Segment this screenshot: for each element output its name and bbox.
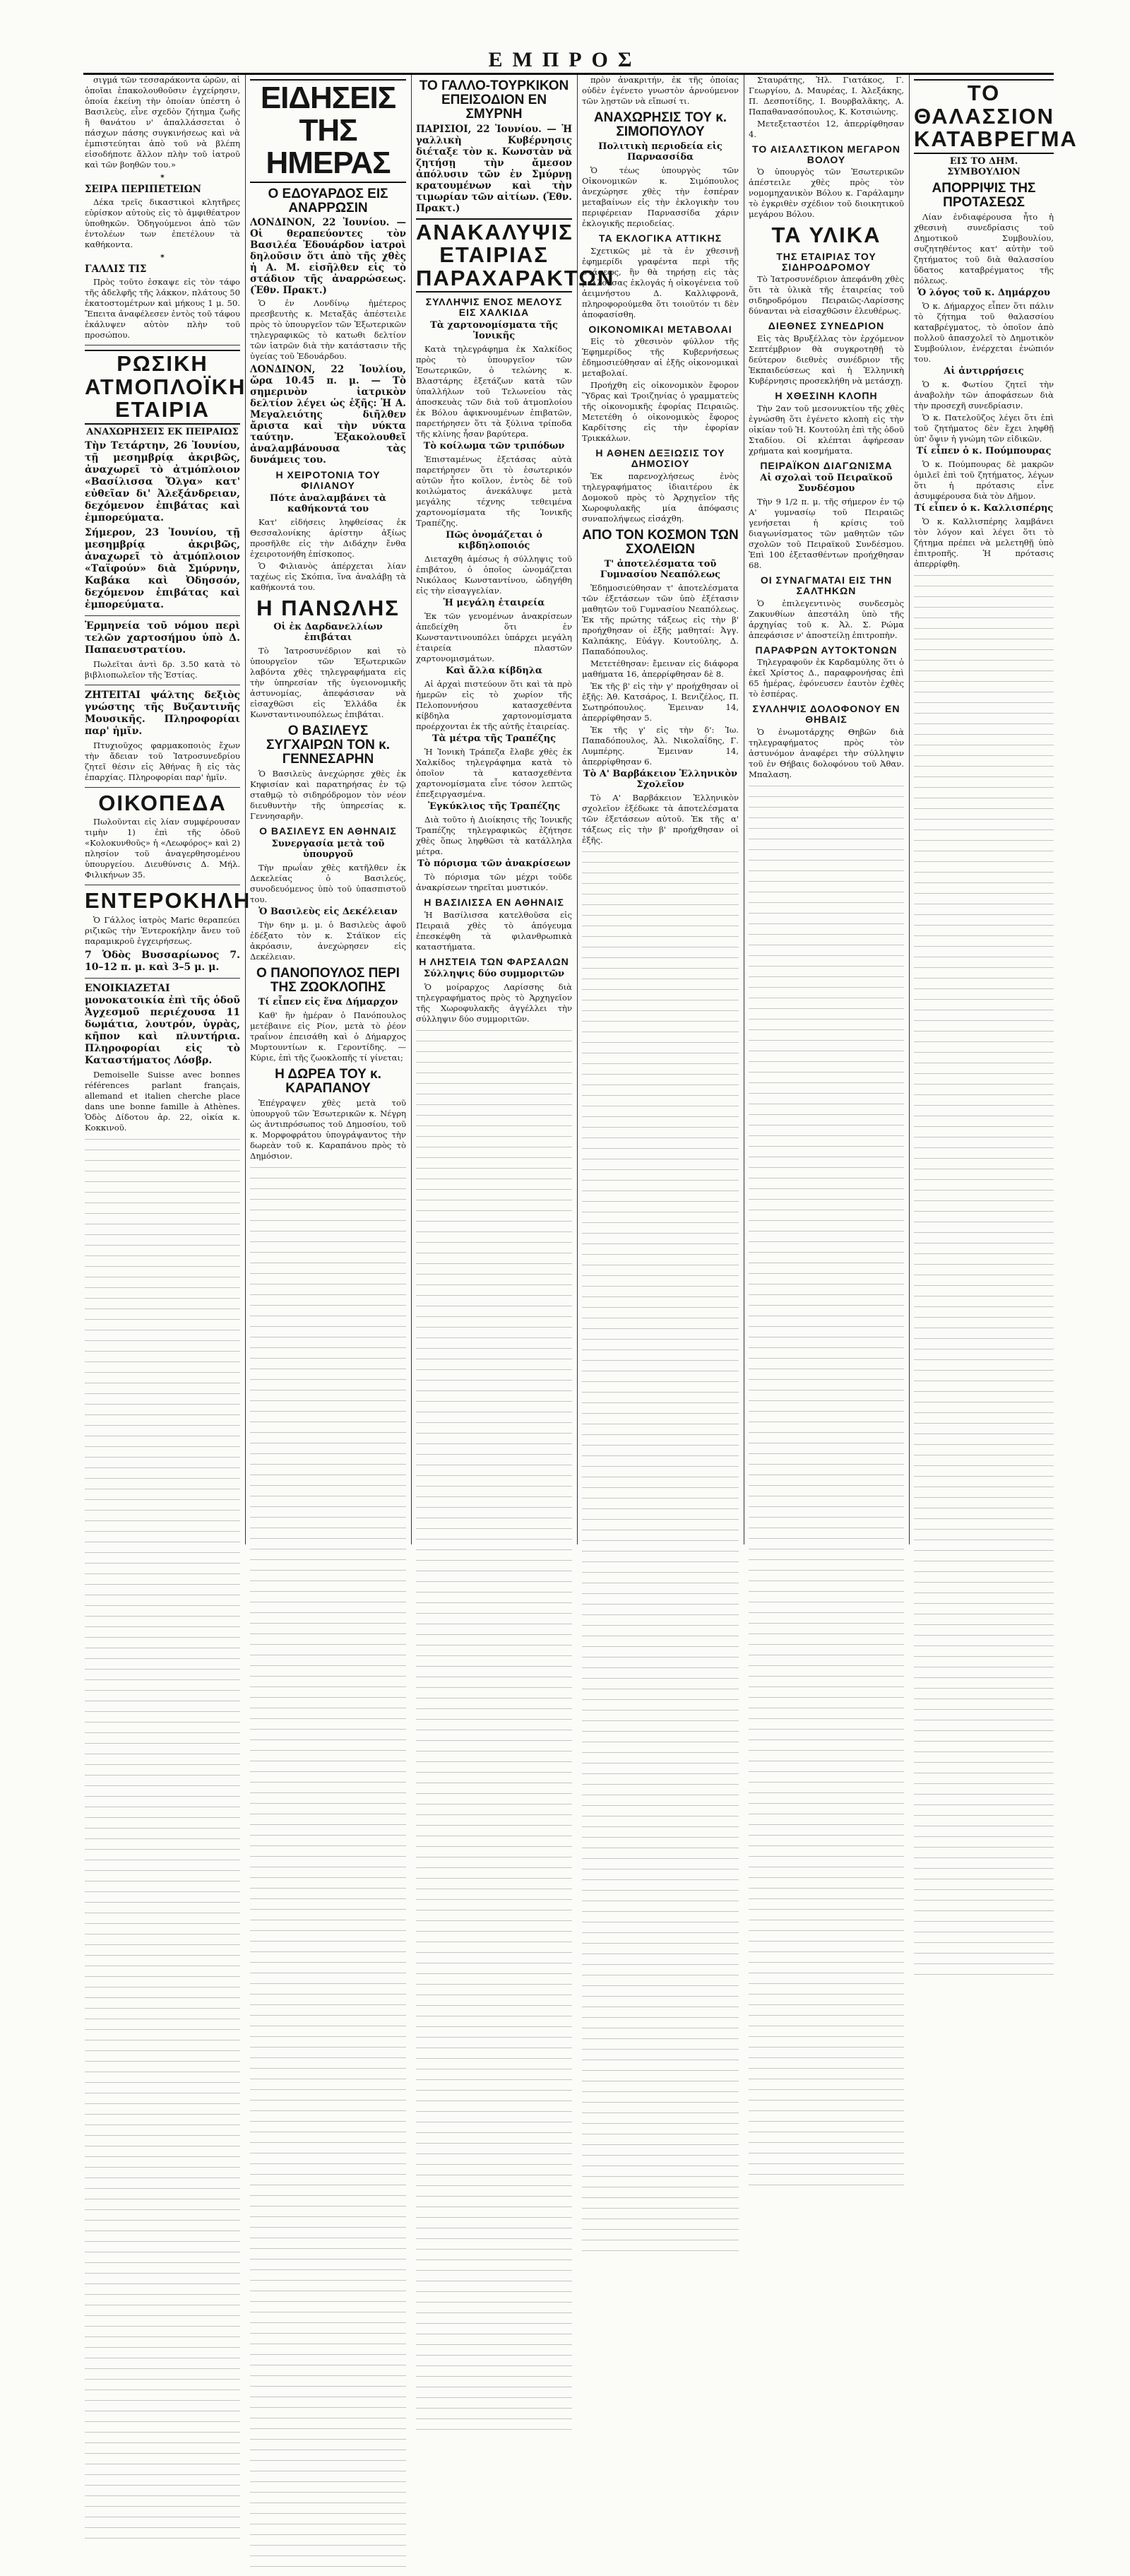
subheadline: Σύλληψις δύο συμμοριτῶν <box>423 969 565 980</box>
section-rule <box>85 787 240 788</box>
article-text: Ὁ κ. Πούμπουρας δὲ μακρῶν ὁμιλεῖ ἐπὶ τοῦ ζητήματος, λέγων ὅτι ἡ πρότασις εἶνε ἀσυμφέρουσα διὰ τὸν Δῆμον. <box>914 459 1054 501</box>
article-text: Ὁ Γάλλος ἰατρὸς Maric θεραπεύει ριζικῶς τὴν Ἐντεροκήλην ἄνευ τοῦ παραμικροῦ ἐγχειρήσεως. <box>85 914 240 946</box>
subheadline: Συνεργασία μετὰ τοῦ ὑπουργοῦ <box>271 838 385 860</box>
subheadline: Ὁ Βασιλεὺς εἰς Δεκέλειαν <box>258 906 398 917</box>
dense-print-filler <box>582 847 739 2260</box>
article-text: σιγμά τῶν τεσσαράκοντα ὡρῶν, αἱ ὁποῖαι ἐπακολουθοῦσιν ἐγχείρησιν, ὁποία ἐκείνη τὴν ὁποίαν ὑπέστη ὁ Βασιλεὺς, εἶνε σχεδὸν ζήτημα ζωῆς ἢ θανάτου ν' ἀπαλλάσσεται ὁ πάσχων πάσης συγκινήσεως καὶ νὰ ἐμπιστεύηται ἀπὸ τοῦ νὰ βλέπη εἰσοδήποτε ἄλλον πλὴν τοῦ ἰατροῦ καὶ τῶν βοηθῶν του.» <box>85 75 240 170</box>
ad-text: Τὴν Τετάρτην, 26 Ἰουνίου, τῇ μεσημβρίᾳ ἀκριβῶς, ἀναχωρεῖ τὸ ἀτμόπλοιον «Βασίλισσα Ὄλγα» κατ' εὐθεῖαν δι' Ἀλεξάνδρειαν, δεχόμενον ἐπιβάτας καὶ ἐμπορεύματα. <box>85 439 240 524</box>
ad-text: Σήμερον, 23 Ἰουνίου, τῇ μεσημβρίᾳ ἀκριβῶς, ἀναχωρεῖ τὸ ἀτμόπλοιον «Ταϊφούν» διὰ Σμύρνην, Καβάκα καὶ Ὀδησσόν, δεχόμενον ἐπιβάτας καὶ ἐμπορεύματα. <box>85 526 240 610</box>
masthead <box>0 0 1130 71</box>
article-text: Προήχθη εἰς οἰκονομικὸν ἔφορον Ὕδρας καὶ Τροιζηνίας ὁ γραμματεὺς τῆς οἰκονομικῆς ἐφορίας Πειραιῶς. Μετετέθη ὁ οἰκονομικὸς ἔφορος Καρδίτσης εἰς τὴν ἐφορίαν Τρικκάλων. <box>582 380 739 444</box>
newspaper-title: ΕΜΠΡΟΣ <box>488 48 642 71</box>
ad-text: Ἑρμηνεία τοῦ νόμου περὶ τελῶν χαρτοσήμου ὑπὸ Δ. Παπαευστρατίου. <box>85 620 240 656</box>
headline: ΑΝΑΚΑΛΥΨΙΣ ΕΤΑΙΡΙΑΣ ΠΑΡΑΧΑΡΑΚΤΩΝ <box>416 218 572 293</box>
column-divider <box>411 75 412 1544</box>
headline: ΔΙΕΘΝΕΣ ΣΥΝΕΔΡΙΟΝ <box>768 320 885 332</box>
article-text: Ἡ Ἰονικὴ Τράπεζα ἔλαβε χθὲς ἐκ Χαλκίδος τηλεγράφημα κατὰ τὸ ὁποῖον τὰ κατασχεθέντα χαρτονομίσματα εἶνε τόσον λεπτῶς ἐπεξειργασμένα. <box>416 746 572 799</box>
subheadline: Πῶς ὀνομάζεται ὁ κιβδηλοποιός <box>446 529 542 551</box>
subheadline: Τὰ μέτρα τῆς Τραπέζης <box>432 733 556 744</box>
article-text: Ὁ μοίραρχος Λαρίσσης διὰ τηλεγραφήματος πρὸς τὸ Ἀρχηγεῖον τῆς Χωροφυλακῆς ἀγγέλλει τὴν σύλληψιν δύο συμμοριτῶν. <box>416 982 572 1024</box>
headline: ΟΙΚΟΝΟΜΙΚΑΙ ΜΕΤΑΒΟΛΑΙ <box>588 323 732 335</box>
headline: ΡΩΣΙΚΗ ΑΤΜΟΠΛΟΪΚΗ ΕΤΑΙΡΙΑ <box>85 350 240 425</box>
column-6 <box>911 75 1078 1544</box>
subheadline: Τί εἶπεν ὁ κ. Καλλισπέρης <box>914 502 1054 514</box>
headline: ΑΠΟΡΡΙΨΙΣ ΤΗΣ ΠΡΟΤΑΣΕΩΣ <box>932 180 1036 210</box>
article-text: Ὁ Βασιλεὺς ἀνεχώρησε χθὲς ἐκ Κηφισίαν καὶ παρατηρήσας ἐν τῷ σταθμῷ τὸ σιδηρόδρομον τὸν νέον διευθυντὴν τῆς ὑπηρεσίας κ. Γεννησαρῆν. <box>250 769 406 822</box>
dense-print-filler <box>85 1135 240 2548</box>
article-text: Ὁ Φιλιανὸς ἀπέρχεται λίαν ταχέως εἰς Σκόπια, ἵνα ἀναλάβῃ τὰ καθήκοντά του. <box>250 560 406 592</box>
article-text: Ἐπέγραψεν χθὲς μετὰ τοῦ ὑπουργοῦ τῶν Ἐσωτερικῶν κ. Νέγρη ὡς ἀντιπρόσωπος τοῦ Δημοσίου, τοῦ κ. Μορφοφράτου ὑπογράψαντος τὴν δωρεὰν τοῦ κ. Καραπάνου πρὸς τὸ Δημόσιον. <box>250 1097 406 1161</box>
column-4 <box>579 75 742 1544</box>
headline: ΟΙ ΣΥΝΑΓΜΑΤΑΙ ΕΙΣ ΤΗΝ ΣΑΛΤΗΚΩΝ <box>760 574 893 597</box>
article-text: Ἐκ παρενοχλήσεως ἑνὸς τηλεγραφήματος ἰδιαιτέρου ἐκ Δομοκοῦ πρὸς τὸ Ἀρχηγεῖον τῆς Χωροφυλακῆς μία ἀπόφασις συναπολήψεως εἰσάχθη. <box>582 471 739 524</box>
subheadline: ΕΙΣ ΤΟ ΔΗΜ. ΣΥΜΒΟΥΛΙΟΝ <box>947 155 1021 177</box>
headline: ΤΟ ΑΙΣΑΛΣΤΙΚΟΝ ΜΕΓΑΡΟΝ ΒΟΛΟΥ <box>752 143 900 165</box>
headline: Η ΛΗΣΤΕΙΑ ΤΩΝ ΦΑΡΣΑΛΩΝ <box>419 955 569 967</box>
article-text: Καθ' ἣν ἡμέραν ὁ Πανόπουλος μετέβαινε εἰς Ρίον, μετὰ τὸ ῥέον τραΐνον ἐπεισάθη καὶ ὁ Δήμαρχος Μυρτουντίων κ. Γεροντίδης. — Κύριε, ἐπὶ τῆς ζωοκλοπῆς τί γίνεται; <box>250 1010 406 1063</box>
headline: ΠΕΙΡΑΪΚΟΝ ΔΙΑΓΩΝΙΣΜΑ <box>760 459 893 471</box>
article-text: Ὁ τέως ὑπουργὸς τῶν Οἰκονομικῶν κ. Σιμόπουλος ἀνεχώρησε χθὲς τὴν ἑσπέραν μεταβαίνων εἰς τὴν ἐκλογικὴν του περιφέρειαν Παρνασσίδα χάριν ἐκλογικῆς περιοδείας. <box>582 165 739 228</box>
headline: ΠΑΡΑΦΡΩΝ ΑΥΤΟΚΤΟΝΩΝ <box>755 644 898 656</box>
separator-glyph: ✶ <box>159 173 166 181</box>
dense-print-filler <box>914 571 1054 1984</box>
separator-glyph: ✶ <box>159 253 166 261</box>
telegram-lead: ΓΑΛΛΙΣ ΤΙΣ <box>85 264 147 275</box>
headline: ΤΟ ΓΑΛΛΟ-ΤΟΥΡΚΙΚΟΝ ΕΠΕΙΣΟΔΙΟΝ ΕΝ ΣΜΥΡΝΗ <box>419 78 569 122</box>
ad-text: ΕΝΟΙΚΙΑΖΕΤΑΙ μονοκατοικία ἐπὶ τῆς ὁδοῦ Ἀγχεσμοῦ περιέχουσα 11 δωμάτια, λουτρόν, ὑγρὰς, κῆπον καὶ πλυντήρια. Πληροφορίαι εἰς τὸ Καταστήματος Λόσβρ. <box>85 982 240 1066</box>
article-text: Ἐκ τῆς γ' εἰς τὴν δ': Ἰω. Παπαδόπουλος, Ἀλ. Νικολαΐδης, Γ. Λυμπέρης. Ἐμειναν 14, ἀπερρίφθησαν 6. <box>582 724 739 767</box>
subheadline: Πολιτικὴ περιοδεία εἰς Παρνασσίδα <box>598 141 722 163</box>
headline: Η ΧΘΕΣΙΝΗ ΚΛΟΠΗ <box>775 389 878 401</box>
article-text: Ἐκ τῆς β' εἰς τὴν γ' προήχθησαν οἱ ἑξῆς: Ἀθ. Κατσάρος, Ι. Βενιζέλος, Π. Σωτηρόπουλος. Ἐμειναν 14, ἀπερρίφθησαν 5. <box>582 680 739 723</box>
headline: Ο ΕΔΟΥΑΡΔΟΣ ΕΙΣ ΑΝΑΡΡΩΣΙΝ <box>268 186 388 215</box>
headline: Η ΑΘΗΕΝ ΔΕΞΙΩΣΙΣ ΤΟΥ ΔΗΜΟΣΙΟΥ <box>595 447 725 469</box>
article-text: Τὴν 9 1/2 π. μ. τῆς σήμερον ἐν τῷ Α' γυμνασίῳ τοῦ Πειραιῶς γενήσεται ἡ κρίσις τοῦ διαγωνίσματος τῶν μαθητῶν τῶν σχολῶν τοῦ Πειραϊκοῦ Συνδέσμου. Ἐπὶ 100 ἐξετασθέντων προήχθησαν 68. <box>749 497 904 571</box>
article-text: Αἱ ἀρχαὶ πιστεύουν ὅτι καὶ τὰ πρὸ ἡμερῶν εἰς τὸ χωρίον τῆς Πελοποννήσου κατασχεθέντα κίβδηλα χαρτονομίσματα προέρχονται ἐκ τῆς αὐτῆς ἑταιρείας. <box>416 678 572 731</box>
ad-text: ΖΗΤΕΙΤΑΙ ψάλτης δεξιὸς γνώστης τῆς Βυζαντινῆς Μουσικῆς. Πληροφορίαι παρ' ἡμῖν. <box>85 689 240 737</box>
article-text: Τὸ Ἰατροσυνέδριον ἀπεφάνθη χθὲς ὅτι τὰ ὑλικὰ τῆς ἑταιρείας τοῦ σιδηροδρόμου Πειραιῶς-Λαρίσσης δύνανται νὰ εἰσαχθῶσιν ἐλευθέρως. <box>749 274 904 317</box>
subheadline: Τί εἶπεν ὁ κ. Πούμπουρας <box>916 445 1052 456</box>
headline: ΤΑ ΥΛΙΚΑ <box>771 223 881 248</box>
subheadline: Καὶ ἄλλα κίβδηλα <box>446 665 542 676</box>
article-text: Λίαν ἐνδιαφέρουσα ἦτο ἡ χθεσινὴ συνεδρίασις τοῦ Δημοτικοῦ Συμβουλίου, συζητηθέντος κατ' αὐτὴν τοῦ ζητήματος τοῦ διὰ θαλασσίου ὕδατος καταβρέγματος τῆς πόλεως. <box>914 211 1054 285</box>
article-text: Τὸ Ἰατροσυνέδριον καὶ τὸ ὑπουργεῖον τῶν Ἐξωτερικῶν λαβόντα χθὲς τηλεγραφήματα εἰς τὴν ὑπηρεσίαν τῆς ὑγειονομικῆς ἀστυνομίας, ἀπεφάσισαν νὰ εἰσαχθῶσι εἰς Ἑλλάδα ἐκ Κωνσταντινουπόλεως ἐπιβάται. <box>250 646 406 720</box>
subheadline: Αἱ σχολαὶ τοῦ Πειραϊκοῦ Συνδέσμου <box>760 473 893 495</box>
telegram-lead: ΠΑΡΙΣΙΟΙ, 22 Ἰουνίου. — Ἡ γαλλικὴ Κυβέρνησις διέταξε τὸν κ. Κωνστὰν νὰ ζητήσῃ τὴν ἄμεσον ἀπόλυσιν τῶν ἐν Σμύρνῃ κρατουμένων καὶ τὴν τιμωρίαν τῶν αἰτίων. (Ἐθν. Πρακτ.) <box>416 123 572 214</box>
dense-print-filler <box>416 1026 572 2439</box>
headline: ΣΥΛΛΗΨΙΣ ΔΟΛΟΦΟΝΟΥ ΕΝ ΘΗΒΑΙΣ <box>752 703 900 726</box>
article-text: Τὴν 2αν τοῦ μεσονυκτίου τῆς χθὲς ἐγνώσθη ὅτι ἐγένετο κλοπὴ εἰς τὴν οἰκίαν τοῦ Ἡ. Κουτούλη ἐπὶ τῆς ὁδοῦ Σταδίου. Οἱ κλέπται ἀφήρεσαν χρήματα καὶ κοσμήματα. <box>749 403 904 456</box>
article-text: Ὁ κ. Καλλισπέρης λαμβάνει τὸν λόγον καὶ λέγει ὅτι τὸ ζήτημα πρέπει νὰ μελετηθῇ ὑπὸ ἐπιτροπῆς. Ἡ πρότασις ἀπερρίφθη. <box>914 516 1054 569</box>
subheadline: Τὸ πόρισμα τῶν ἀνακρίσεων <box>417 858 571 869</box>
dense-print-filler <box>250 1163 406 2576</box>
column-divider <box>577 75 578 1544</box>
headline: ΑΝΑΧΩΡΗΣΙΣ ΤΟΥ κ. ΣΙΜΟΠΟΥΛΟΥ <box>593 110 727 139</box>
ad-text: 7 Ὁδὸς Βυσσαρίωνος 7. 10–12 π. μ. καὶ 3–5 μ. μ. <box>85 949 240 973</box>
headline: Η ΔΩΡΕΑ ΤΟΥ κ. ΚΑΡΑΠΑΝΟΥ <box>275 1066 381 1096</box>
article-text: Πτυχιοῦχος φαρμακοποιὸς ἔχων τὴν ἄδειαν τοῦ Ἰατροσυνεδρίου ζητεῖ θέσιν εἰς Ἀθήνας ἢ εἰς τὰς ἐπαρχίας. Πληροφορίαι παρ' ἡμῖν. <box>85 740 240 782</box>
article-text: Ἡ Βασίλισσα κατελθοῦσα εἰς Πειραιᾶ χθὲς τὸ ἀπόγευμα ἐπεσκέφθη τὰ φιλανθρωπικὰ καταστήματα. <box>416 909 572 952</box>
subheadline: Τὸ κοίλωμα τῶν τριπόδων <box>423 440 565 451</box>
article-text: Ὁ κ. Πατελοῦζος λέγει ὅτι ἐπὶ τοῦ ζητήματος δὲν ἔχει ληφθῇ ὑπ' ὄψιν ἡ γνώμη τῶν εἰδικῶν. <box>914 412 1054 444</box>
article-text: Δέκα τρεῖς δικαστικοὶ κλητῆρες εὑρίσκον αὐτοὺς εἰς τὸ ἀμφιθέατρον ὑποθηκῶν. Ὁδηγούμενοι ἀπὸ τῶν ἐντολέων των ἐπετέλουν τὰ καθήκοντα. <box>85 197 240 249</box>
subheadline: Αἱ ἀντιρρήσεις <box>944 365 1024 377</box>
column-2 <box>247 75 409 1544</box>
headline: ΟΙΚΟΠΕΔΑ <box>98 790 227 815</box>
headline: ΕΝΤΕΡΟΚΗΛΗ <box>85 888 251 914</box>
subheadline: Οἱ ἐκ Δαρδανελλίων ἐπιβάται <box>273 622 383 644</box>
subheadline: Ὁ λόγος τοῦ κ. Δημάρχου <box>917 287 1050 298</box>
article-text: Ὁ κ. Φωτίου ζητεῖ τὴν ἀναβολὴν τῶν ἀποφάσεων διὰ τὴν προσεχῆ συνεδρίασιν. <box>914 379 1054 410</box>
article-text: Διεταχθη ἀμέσως ἡ σύλληψις τοῦ ἐπιβάτου, ὁ ὁποῖος ὠνομάζεται Νικόλαος Κωνσταντίνου, ὡδηγήθη εἰς τὴν εἰσαγγελίαν. <box>416 553 572 596</box>
article-text: Ὁ ἐν Λονδίνῳ ἡμέτερος πρεσβευτὴς κ. Μεταξᾶς ἀπέστειλε πρὸς τὸ ὑπουργεῖον τῶν Ἐξωτερικῶν τηλεγραφικῶς τὸ κατωθι δελτίον τῶν ἰατρῶν διὰ τὴν κατάστασιν τῆς ὑγείας τοῦ Ἐδουάρδου. <box>250 298 406 362</box>
headline: Ο ΒΑΣΙΛΕΥΣ ΣΥΓΧΑΙΡΩΝ ΤΟΝ κ. ΓΕΝΝΕΣΑΡΗΝ <box>266 723 390 767</box>
article-text: Διὰ τοῦτο ἡ Διοίκησις τῆς Ἰονικῆς Τραπέζης τηλεγραφικῶς ἐζήτησε χθὲς ὅπως ληφθῶσι τὰ κατάλληλα μέτρα. <box>416 814 572 856</box>
article-text: Πωλεῖται ἀντὶ δρ. 3.50 κατὰ τὸ βιβλιοπωλεῖον τῆς Ἑστίας. <box>85 658 240 680</box>
telegram-lead: ΛΟΝΔΙΝΟΝ, 22 Ἰουλίου, ὥρα 10.45 π. μ. — Τὸ σημερινὸν ἰατρικὸν δελτίον λέγει ὡς ἑξῆς: Ἡ Α. Μεγαλειότης διῆλθεν ἄριστα καὶ τὴν νύκτα ταύτην. Ἐξακολουθεῖ ἀναλαμβάνουσα τὰς δυνάμεις του. <box>250 364 406 466</box>
column-5 <box>746 75 907 1544</box>
headline: Η ΠΑΝΩΛΗΣ <box>256 595 400 620</box>
telegram-lead: ΛΟΝΔΙΝΟΝ, 22 Ἰουνίου. — Οἱ θεραπεύοντες τὸν Βασιλέα Ἐδουάρδον ἰατροὶ δηλοῦσιν ὅτι ἀπὸ τῆς χθὲς ἡ Α. Μ. εἰσῆλθεν εἰς τὸ στάδιον τῆς ἀναρρώσεως. (Ἐθν. Πρακτ.) <box>250 217 406 297</box>
article-text: Εἰς τὸ χθεσινὸν φύλλον τῆς Ἐφημερίδος τῆς Κυβερνήσεως ἐδημοσιεύθησαν αἱ ἑξῆς οἰκονομικαὶ μεταβολαί. <box>582 336 739 379</box>
headline: ΑΠΟ ΤΟΝ ΚΟΣΜΟΝ ΤΩΝ ΣΧΟΛΕΙΩΝ <box>582 527 739 557</box>
column-1 <box>82 75 251 1544</box>
article-text: Σταυράτης, Ἠλ. Γιατάκος, Γ. Γεωργίου, Δ. Μαυρέας, Ι. Ἀλεξάκης, Π. Δεσποτίδης, Ι. Βουρβαλᾶκης, Α. Παπαθανασόπουλος, Κ. Κοτσιώνης. <box>749 75 904 117</box>
headline: Η ΒΑΣΙΛΙΣΣΑ ΕΝ ΑΘΗΝΑΙΣ <box>424 896 564 908</box>
article-text: Ὁ κ. Δήμαρχος εἶπεν ὅτι πάλιν τὸ ζήτημα τοῦ θαλασσίου καταβρέγματος, τὸ ὁποῖον ἀπὸ πολλοῦ ἀπασχολεῖ τὸ Δημοτικὸν Συμβούλιον, ἐνέρχεται ἐνώπιόν του. <box>914 300 1054 364</box>
article-text: Ὁ ἐπιλεγεντινὸς συνδεσμὸς Ζακυνθίων ἀπεστάλη ὑπὸ τῆς ἀρχηγίας τοῦ κ. Ἀλ. Σ. Ρώμα ἀπεφάσισε ν' ἀποστείλῃ ἐπιτροπὴν. <box>749 598 904 640</box>
section-rule <box>85 615 240 616</box>
headline: ΤΗΣ ΕΤΑΙΡΙΑΣ ΤΟΥ ΣΙΔΗΡΟΔΡΟΜΟΥ <box>776 250 876 273</box>
column-3 <box>413 75 615 1544</box>
dense-print-filler <box>749 781 904 2194</box>
article-text: Εἰς τὰς Βρυξέλλας τὸν ἐρχόμενον Σεπτέμβριον θὰ συγκροτηθῇ τὸ δεύτερον διεθνὲς συνέδριον τῆς Ἐκπαιδεύσεως καὶ ἡ Ἑλληνικὴ Κυβέρνησις προσεκλήθη νὰ μετάσχῃ. <box>749 333 904 386</box>
headline: Η ΧΕΙΡΟΤΟΝΙΑ ΤΟΥ ΦΙΛΙΑΝΟΥ <box>275 469 381 492</box>
article-text: Τὴν πρωΐαν χθὲς κατῆλθεν ἐκ Δεκελείας ὁ Βασιλεύς, συνοδευόμενος ὑπὸ τοῦ ὑπασπιστοῦ του. <box>250 862 406 904</box>
headline: ΕΙΔΗΣΕΙΣ ΤΗΣ ΗΜΕΡΑΣ <box>250 79 406 183</box>
article-text: Ἐδημοσιεύθησαν τ' ἀποτελέσματα τῶν ἐξετάσεων τῶν ὑπὸ ἐξέτασιν μαθητῶν τοῦ Γυμνασίου Νεαπόλεως. Ἐκ τῆς πρώτης τάξεως εἰς τὴν β' προήχθησαν οἱ ἑξῆς μαθηταί: Ἀγγ. Καλπάκης, Εὐάγγ. Κουτούλης, Δ. Παπαδόπουλος. <box>582 582 739 656</box>
article-text: Πρὸς τοῦτο ἐσκαψε εἰς τὸν τάφο τῆς ἀδελφῆς τῆς λάκκον, πλάτους 50 ἑκατοστομέτρων καὶ μήκους 1 μ. 50. Ἔπειτα ἀναφέλεσεν ἐντὸς τοῦ τάφου ἐκάλυψεν αὐτὸν πλὴν τοῦ προσώπου. <box>85 277 240 340</box>
subheadline: Πότε ἀναλαμβάνει τὰ καθήκοντά του <box>270 492 386 514</box>
article-text: Τὸ πόρισμα τῶν μέχρι τοῦδε ἀνακρίσεων τηρεῖται μυστικόν. <box>416 871 572 892</box>
telegram-lead: ΣΕΙΡΑ ΠΕΡΙΠΕΤΕΙΩΝ <box>85 184 202 195</box>
article-text: Μετεξεταστέοι 12, ἀπερρίφθησαν 4. <box>749 119 904 139</box>
article-text: Μετετέθησαν: ἔμειναν εἰς διάφορα μαθήματα 16, ἀπερρίφθησαν δὲ 8. <box>582 658 739 679</box>
headline: ΤΟ ΘΑΛΑΣΣΙΟΝ ΚΑΤΑΒΡΕΓΜΑ <box>914 79 1054 154</box>
headline: Ο ΒΑΣΙΛΕΥΣ ΕΝ ΑΘΗΝΑΙΣ <box>259 825 397 837</box>
subheadline: Τὰ χαρτονομίσματα τῆς Ἰονικῆς <box>430 319 558 341</box>
article-text: πρὸν ἀνακριτήν, ἐκ τῆς ὁποίας οὐδὲν ἐγένετο γνωστὸν ἀρνούμενον τῶν λῃστῶν νὰ εἴπωσί τι. <box>582 75 739 106</box>
subheadline: Τ' ἀποτελέσματα τοῦ Γυμνασίου Νεαπόλεως <box>600 558 721 580</box>
subheadline: Τὸ Α' Βαρβάκειον Ἑλληνικὸν Σχολεῖον <box>583 768 738 790</box>
column-divider <box>909 75 910 1544</box>
article-text: Σχετικῶς μὲ τὰ ἐν χθεσινῇ ἐφημερίδι γραφέντα περὶ τῆς στάσεως, ἣν θὰ τηρήσῃ εἰς τὰς μελλούσας ἐκλογάς ἡ οἰκογένεια τοῦ ἀειμνήστου Δ. Καλλιφρονᾶ, πληροφορούμεθα ὅτι τοιοῦτόν τι δὲν ἀποφασίσθη. <box>582 245 739 319</box>
headline: Ο ΠΑΝΟΠΟΥΛΟΣ ΠΕΡΙ ΤΗΣ ΖΩΟΚΛΟΠΗΣ <box>256 965 400 995</box>
article-text: Κατ' εἰδήσεις ληφθείσας ἐκ Θεσσαλονίκης ἀρίστην ἀξίως προσῆλθε εἰς τὴν Διδάχην ἔνθα ἐχειροτονήθη ἐπίσκοπος. <box>250 516 406 559</box>
article-text: Ἐκ τῶν γενομένων ἀνακρίσεων ἀπεδείχθη ὅτι ἐν Κωνσταντινουπόλει ὑπάρχει μεγάλη ἑταιρεία πλαστῶν χαρτονομισμάτων. <box>416 610 572 663</box>
article-text: Ὁ ἐνωμοτάρχης Θηβῶν διὰ τηλεγραφήματος πρὸς τὸν ἀστυνόμον ἀναφέρει τὴν σύλληψιν τοῦ ἐν Θήβαις δολοφόνου τοῦ Ἀθαν. Μπαλαση. <box>749 726 904 779</box>
article-text: Demoiselle Suisse avec bonnes références parlant français, allemand et italien cherche place dans une bonne famille à Athènes. Ὁδὸς Δίδοτου ἀρ. 22, οἰκία κ. Κοκκινοῦ. <box>85 1069 240 1133</box>
article-text: Ὁ ὑπουργὸς τῶν Ἐσωτερικῶν ἀπέστειλε χθὲς πρὸς τὸν νομομηχανικὸν Βόλου κ. Γαράλαμην τὸ ἐγκριθὲν σχέδιον τοῦ διοικητικοῦ μεγάρου Βόλου. <box>749 167 904 220</box>
article-text: Τηλεγραφοῦν ἐκ Καρδαμύλης ὅτι ὁ ἐκεῖ Χρίστος Δ., παραφρονήσας ἐπὶ 65 ἡμέρας, ἐφόνευσεν ἑαυτὸν ἐχθὲς τὸ ἑσπέρας. <box>749 657 904 699</box>
subheadline: ΑΝΑΧΩΡΗΣΕΙΣ ΕΚ ΠΕΙΡΑΙΩΣ <box>86 426 239 437</box>
article-text: Ἐπισταμένως ἐξετάσας αὐτὰ παρετήρησεν ὅτι τὸ ἐσωτερικόν αὐτῶν ἦτο κοῖλον, ἐντὸς δὲ τοῦ κοιλώματος ἀνεκάλυψε μετὰ μεγάλης τέχνης τεθειμένα χαρτονομίσματα τῆς Ἰονικῆς Τραπέζης. <box>416 454 572 528</box>
article-text: Πωλοῦνται εἰς λίαν συμφέρουσαν τιμὴν 1) ἐπὶ τῆς ὁδοῦ «Κολοκυνθοῦς» ἡ «Λεωφόρος» καὶ 2) πλησίον τοῦ ἀναγερθησομένου ὑπουργείου. Διευθύνσις Δ. Μήλ. Φιλικήνων 35. <box>85 817 240 880</box>
subheadline: Ἡ μεγάλη ἑταιρεία <box>443 597 545 608</box>
section-rule <box>85 978 240 979</box>
column-divider <box>245 75 246 1544</box>
article-text: Τὸ Α' Βαρβάκειον Ἑλληνικὸν σχολεῖον ἐξέδωκε τὰ ἀποτελέσματα τῶν ἐξετάσεων αὐτοῦ. Ἐκ τῆς α' τάξεως εἰς τὴν β' προήχθησαν οἱ ἑξῆς. <box>582 792 739 845</box>
headline: ΤΑ ΕΚΛΟΓΙΚΑ ΑΤΤΙΚΗΣ <box>598 232 722 244</box>
subheadline: Ἐγκύκλιος τῆς Τραπέζης <box>428 800 560 812</box>
headline: ΣΥΛΛΗΨΙΣ ΕΝΟΣ ΜΕΛΟΥΣ ΕΙΣ ΧΑΛΚΙΔΑ <box>425 296 563 319</box>
article-text: Τὴν 6ην μ. μ. ὁ Βασιλεὺς ἀφοῦ ἐδέξατο τὸν κ. Στάϊκον εἰς ἀκρόασιν, ἀνεχώρησεν εἰς Δεκέλειαν. <box>250 919 406 962</box>
subheadline: Τί εἶπεν εἰς ἕνα Δήμαρχον <box>258 996 398 1008</box>
article-text: Κατὰ τηλεγράφημα ἐκ Χαλκίδος πρὸς τὸ ὑπουργεῖον τῶν Ἐσωτερικῶν, ὁ τελώνης κ. Βλαστάρης ἐξετάζων κατὰ τῶν ὑπαλλήλων τοῦ Τελωνείου τὰς ἀποσκευὰς τῶν διὰ τοῦ ἀτμοπλοίου ἐκ Βόλου ἀφικνουμένων ἐπιβατῶν, παρετήρησεν ὅτι τὰ ξύλινα τρίποδα τῆς κλίνης ἦσαν βαρύτερα. <box>416 343 572 439</box>
